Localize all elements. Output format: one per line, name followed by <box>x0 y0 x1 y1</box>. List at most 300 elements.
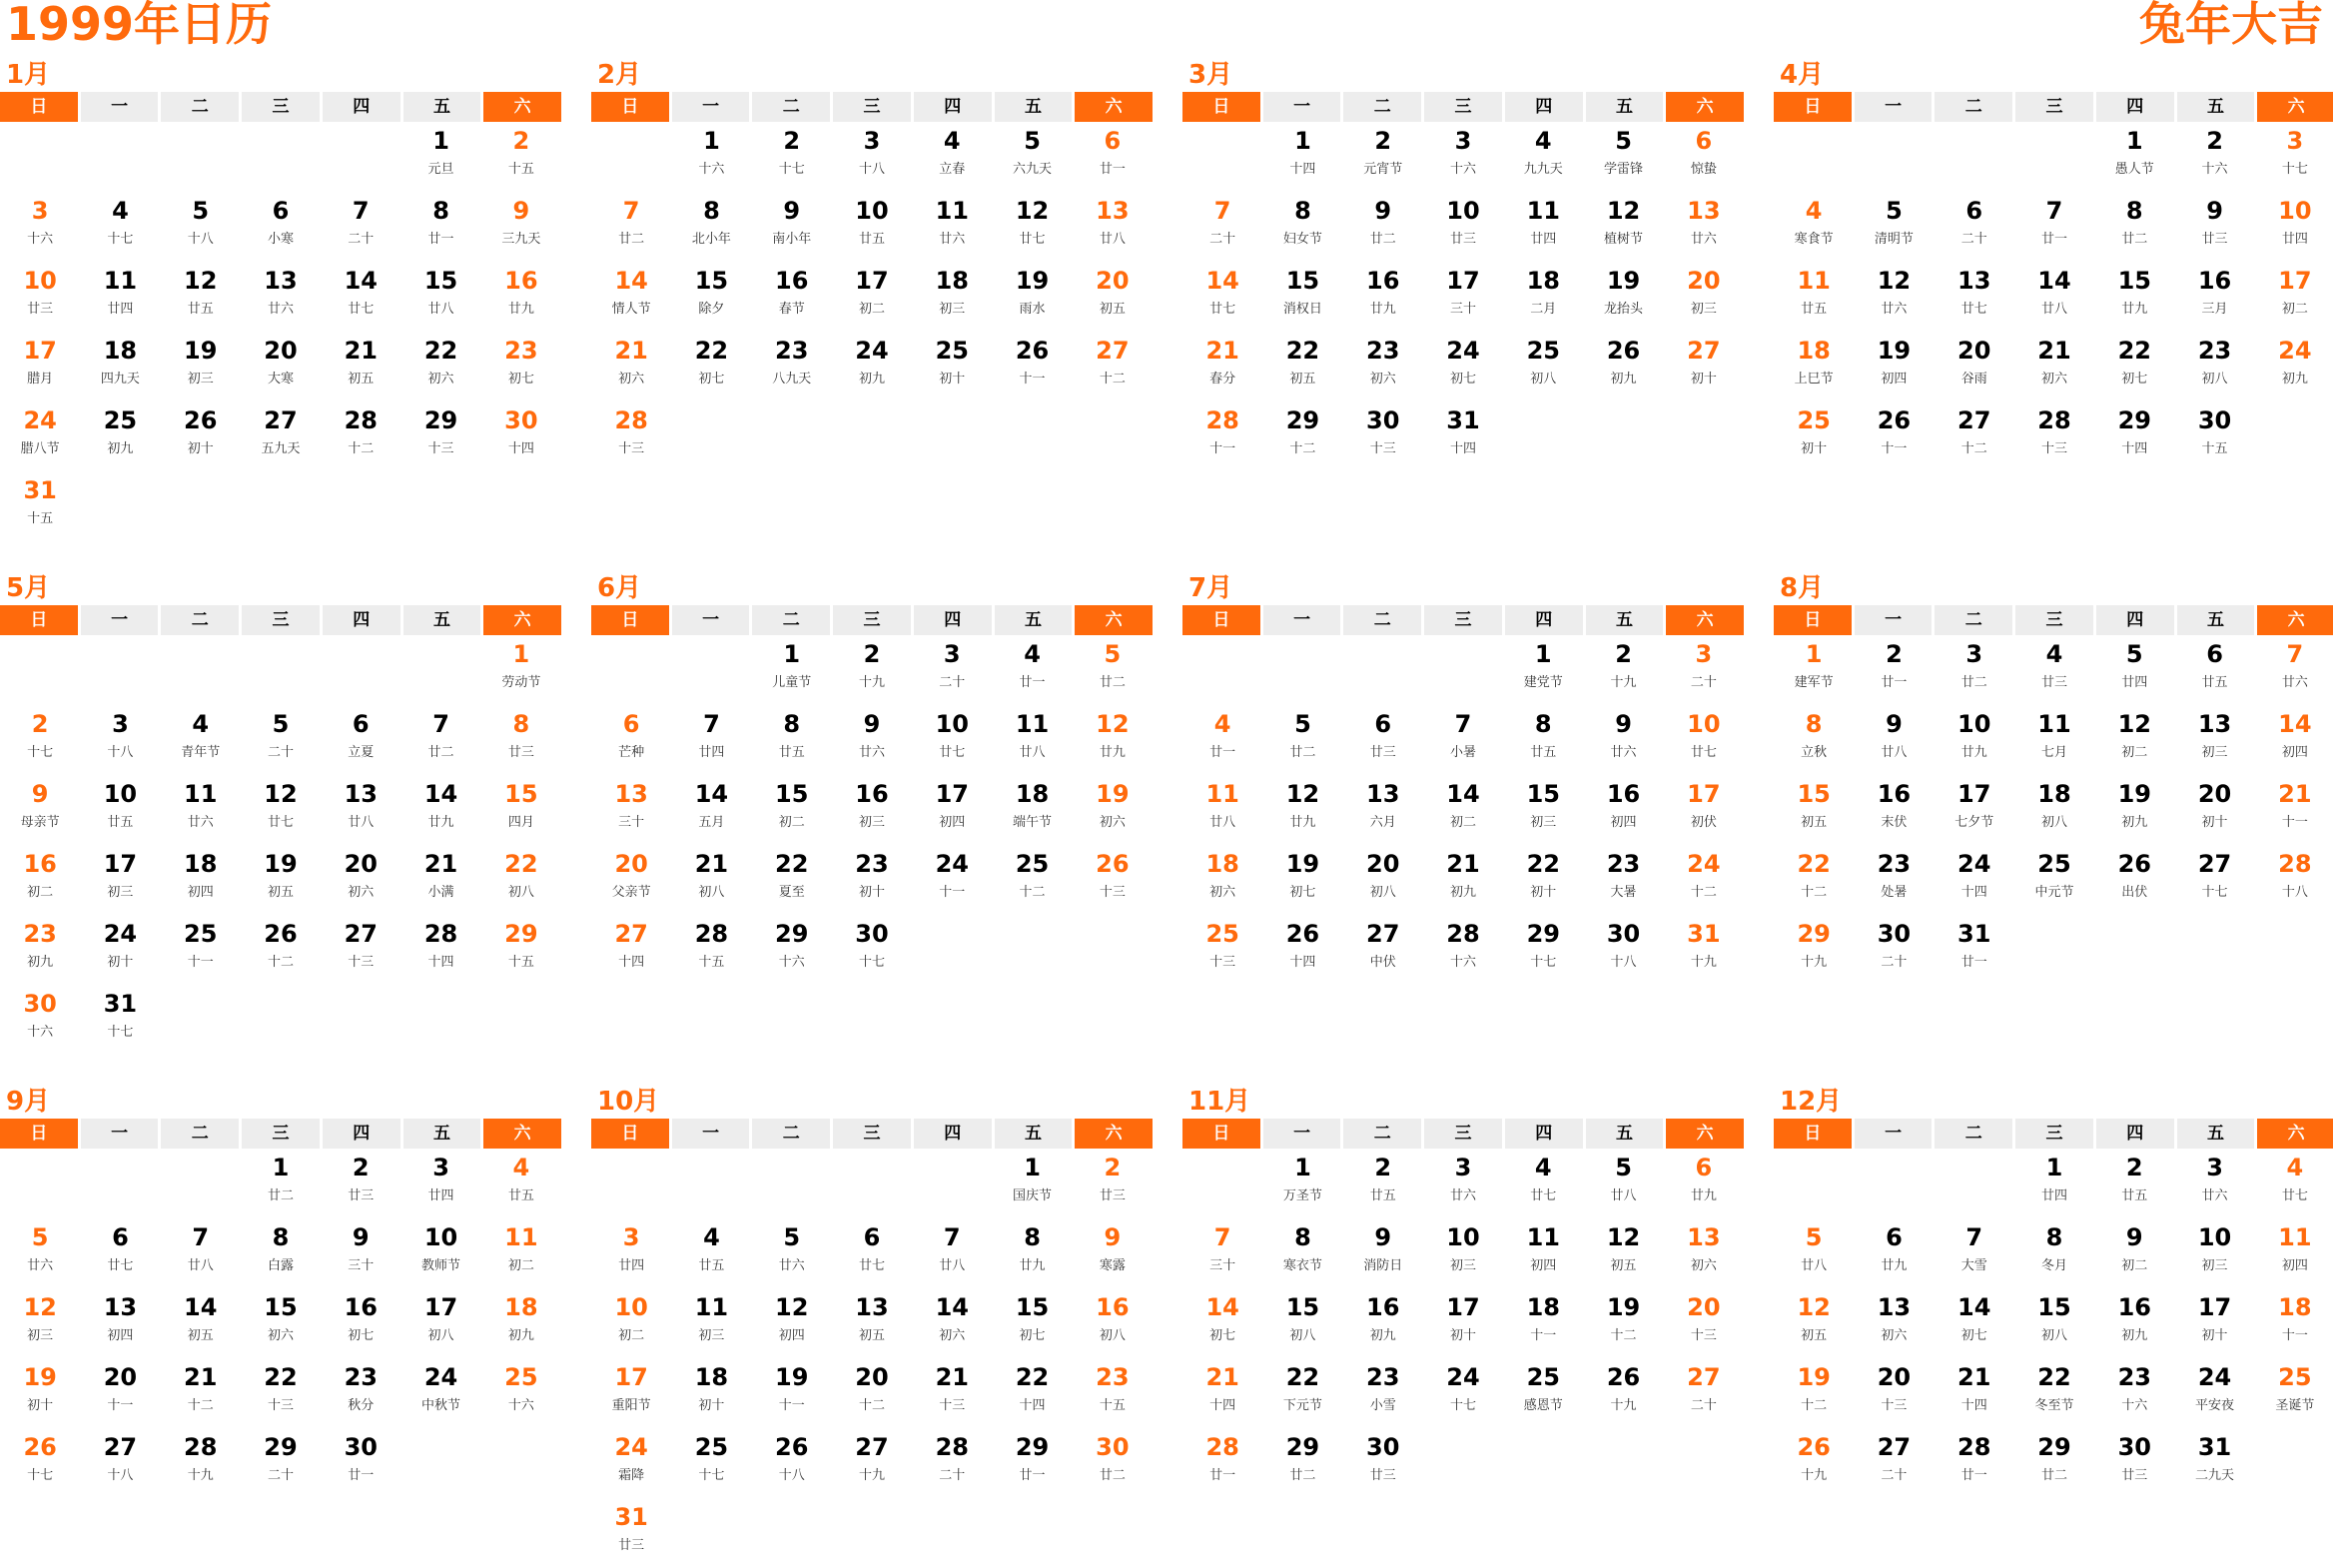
day-number: 18 <box>184 850 218 878</box>
day-cell <box>671 775 751 845</box>
day-cell <box>321 332 400 401</box>
month-title: 5月 <box>6 573 51 603</box>
day-number: 4 <box>2286 1154 2304 1181</box>
day-cell <box>832 332 912 401</box>
day-cell <box>1423 1218 1503 1288</box>
day-cell <box>1182 401 1262 471</box>
lunar-label: 廿三 <box>2201 232 2228 247</box>
day-cell <box>1343 1149 1423 1218</box>
day-cell <box>591 262 671 332</box>
empty-cell <box>671 635 751 705</box>
day-number: 3 <box>432 1154 449 1181</box>
day-number: 28 <box>2037 406 2071 434</box>
day-cell <box>321 915 400 985</box>
day-number: 12 <box>184 267 218 295</box>
lunar-label: 十三 <box>1369 441 1396 456</box>
day-number: 3 <box>2286 127 2304 155</box>
day-number: 6 <box>112 1223 129 1251</box>
day-cell <box>0 1428 80 1498</box>
lunar-label: 十四 <box>2121 441 2148 456</box>
day-number: 25 <box>1526 337 1560 365</box>
lunar-label: 二月 <box>1530 302 1557 317</box>
day-cell <box>752 1218 832 1288</box>
weekday-label: 二 <box>161 1119 239 1149</box>
day-cell <box>1423 705 1503 775</box>
lunar-label: 初三 <box>1690 302 1717 317</box>
day-number: 24 <box>2278 337 2312 365</box>
lunar-label: 初九 <box>1610 372 1637 387</box>
lunar-label: 初伏 <box>1690 815 1717 830</box>
lunar-label: 元旦 <box>427 162 454 177</box>
day-number: 3 <box>1454 1154 1472 1181</box>
day-cell <box>400 332 480 401</box>
day-cell <box>241 332 321 401</box>
lunar-label: 初十 <box>2201 815 2228 830</box>
day-cell <box>912 845 992 915</box>
day-cell <box>2255 332 2333 401</box>
day-cell <box>241 1358 321 1428</box>
day-number: 16 <box>1366 267 1400 295</box>
day-number: 21 <box>935 1363 969 1391</box>
day-cell <box>1262 192 1342 262</box>
day-number: 8 <box>703 197 720 225</box>
lunar-label: 廿四 <box>2281 232 2308 247</box>
weekday-label: 日 <box>1774 92 1852 122</box>
lunar-label: 廿八 <box>939 1258 966 1273</box>
day-number: 4 <box>1534 1154 1552 1181</box>
lunar-label: 腊月 <box>27 372 54 387</box>
lunar-label: 末伏 <box>1881 815 1908 830</box>
empty-cell <box>1935 1149 2014 1218</box>
day-number: 8 <box>1024 1223 1041 1251</box>
day-number: 27 <box>1096 337 1130 365</box>
day-number: 18 <box>1526 267 1560 295</box>
lunar-label: 六九天 <box>1013 162 1053 177</box>
day-number: 8 <box>1805 710 1823 738</box>
day-cell <box>1073 705 1153 775</box>
day-grid <box>1774 122 2333 471</box>
lunar-label: 初五 <box>1801 815 1828 830</box>
day-cell <box>1182 845 1262 915</box>
day-cell <box>1073 332 1153 401</box>
day-cell <box>1073 1428 1153 1498</box>
day-cell <box>400 1218 480 1288</box>
day-cell <box>2094 635 2174 705</box>
day-number: 23 <box>2197 337 2232 365</box>
lunar-label: 芒种 <box>618 745 645 760</box>
day-cell <box>1423 1358 1503 1428</box>
lunar-label: 十七 <box>2281 162 2308 177</box>
day-cell <box>1343 401 1423 471</box>
day-number: 2 <box>863 640 881 668</box>
weekday-label: 一 <box>1263 92 1341 122</box>
day-cell <box>2174 1428 2254 1498</box>
lunar-label: 北小年 <box>691 232 731 247</box>
day-cell <box>0 985 80 1055</box>
day-cell <box>2255 122 2333 192</box>
day-cell <box>671 1288 751 1358</box>
day-cell <box>912 1358 992 1428</box>
lunar-label: 十六 <box>507 1398 534 1413</box>
weekday-label: 三 <box>1424 92 1502 122</box>
day-cell <box>400 1358 480 1428</box>
day-cell <box>591 1428 671 1498</box>
day-number: 21 <box>344 337 378 365</box>
day-number: 1 <box>1294 1154 1311 1181</box>
lunar-label: 廿二 <box>267 1188 294 1203</box>
weekday-label: 一 <box>81 1119 159 1149</box>
weekday-label: 三 <box>2015 605 2093 635</box>
day-cell <box>1854 705 1934 775</box>
day-cell <box>2174 332 2254 401</box>
day-number: 17 <box>23 337 57 365</box>
day-number: 12 <box>1606 1223 1641 1251</box>
day-number: 5 <box>2125 640 2143 668</box>
lunar-label: 初五 <box>1289 372 1316 387</box>
day-number: 26 <box>1096 850 1130 878</box>
day-cell <box>241 262 321 332</box>
lunar-label: 初四 <box>1881 372 1908 387</box>
day-cell <box>2174 775 2254 845</box>
lunar-label: 十九 <box>187 1468 214 1483</box>
day-number: 15 <box>1015 1293 1050 1321</box>
day-cell <box>671 705 751 775</box>
lunar-label: 十四 <box>1960 885 1987 900</box>
lunar-label: 廿一 <box>1960 1468 1987 1483</box>
day-number: 21 <box>1205 1363 1239 1391</box>
lunar-label: 十七 <box>2201 885 2228 900</box>
lunar-label: 廿五 <box>107 815 134 830</box>
day-cell <box>241 1428 321 1498</box>
day-cell <box>1935 845 2014 915</box>
day-cell <box>80 401 160 471</box>
lunar-label: 初六 <box>1369 372 1396 387</box>
day-cell <box>1664 262 1744 332</box>
day-number: 4 <box>192 710 210 738</box>
day-cell <box>1262 332 1342 401</box>
lunar-label: 二九天 <box>2195 1468 2235 1483</box>
lunar-label: 初三 <box>2201 745 2228 760</box>
lunar-label: 十七 <box>698 1468 725 1483</box>
lunar-label: 廿一 <box>1209 745 1236 760</box>
day-cell <box>1182 705 1262 775</box>
lunar-label: 初十 <box>1801 441 1828 456</box>
empty-cell <box>591 1149 671 1218</box>
day-number: 19 <box>1877 337 1912 365</box>
day-cell <box>481 1288 561 1358</box>
day-number: 29 <box>2117 406 2151 434</box>
lunar-label: 廿七 <box>1209 302 1236 317</box>
day-cell <box>1503 635 1583 705</box>
day-cell <box>832 1428 912 1498</box>
lunar-label: 廿三 <box>618 1538 645 1553</box>
day-cell <box>481 401 561 471</box>
day-number: 28 <box>2278 850 2312 878</box>
lunar-label: 十八 <box>107 1468 134 1483</box>
weekday-label: 一 <box>1855 92 1933 122</box>
day-number: 5 <box>1805 1223 1823 1251</box>
lunar-label: 初五 <box>1610 1258 1637 1273</box>
day-number: 4 <box>703 1223 720 1251</box>
lunar-label: 廿三 <box>507 745 534 760</box>
weekday-label: 六 <box>1075 1119 1153 1149</box>
lunar-label: 廿五 <box>187 302 214 317</box>
day-number: 1 <box>1294 127 1311 155</box>
lunar-label: 廿五 <box>858 232 885 247</box>
empty-cell <box>0 122 80 192</box>
day-cell <box>2255 635 2333 705</box>
lunar-label: 初二 <box>618 1328 645 1343</box>
day-number: 9 <box>1615 710 1632 738</box>
day-number: 10 <box>1446 197 1480 225</box>
empty-cell <box>591 122 671 192</box>
day-cell <box>1854 332 1934 401</box>
day-number: 13 <box>855 1293 889 1321</box>
day-cell <box>671 1218 751 1288</box>
day-cell <box>1664 1218 1744 1288</box>
day-number: 15 <box>1285 267 1320 295</box>
lunar-label: 廿八 <box>1019 745 1046 760</box>
day-number: 16 <box>344 1293 378 1321</box>
day-cell <box>2014 1149 2094 1218</box>
day-number: 23 <box>1877 850 1912 878</box>
day-number: 8 <box>2125 197 2143 225</box>
day-number: 11 <box>1205 780 1239 808</box>
lunar-label: 白露 <box>267 1258 294 1273</box>
day-cell <box>832 845 912 915</box>
lunar-label: 廿九 <box>507 302 534 317</box>
lunar-label: 小雪 <box>1369 1398 1396 1413</box>
day-cell <box>2094 1428 2174 1498</box>
month-block <box>1774 571 2333 985</box>
day-cell <box>1262 705 1342 775</box>
weekday-label: 四 <box>1505 92 1583 122</box>
empty-cell <box>80 122 160 192</box>
lunar-label: 初五 <box>267 885 294 900</box>
day-cell <box>1664 915 1744 985</box>
lunar-label: 处暑 <box>1881 885 1908 900</box>
lunar-label: 儿童节 <box>772 675 812 690</box>
empty-cell <box>1182 635 1262 705</box>
day-number: 26 <box>1606 337 1641 365</box>
day-number: 17 <box>1446 1293 1480 1321</box>
day-number: 31 <box>1687 920 1721 948</box>
day-number: 17 <box>1957 780 1991 808</box>
weekday-label: 四 <box>2096 1119 2174 1149</box>
lunar-label: 初五 <box>187 1328 214 1343</box>
day-cell <box>400 122 480 192</box>
day-number: 4 <box>112 197 129 225</box>
day-number: 16 <box>1606 780 1641 808</box>
day-cell <box>1935 1218 2014 1288</box>
lunar-label: 十一 <box>107 1398 134 1413</box>
day-cell <box>481 845 561 915</box>
month-title: 3月 <box>1188 60 1233 90</box>
day-cell <box>1503 192 1583 262</box>
lunar-label: 初九 <box>1449 885 1476 900</box>
day-cell <box>832 122 912 192</box>
day-cell <box>992 122 1072 192</box>
day-number: 17 <box>423 1293 458 1321</box>
day-number: 28 <box>423 920 458 948</box>
day-number: 9 <box>2125 1223 2143 1251</box>
day-cell <box>1935 915 2014 985</box>
lunar-label: 初六 <box>348 885 375 900</box>
day-number: 25 <box>935 337 969 365</box>
day-number: 3 <box>622 1223 640 1251</box>
day-cell <box>1664 775 1744 845</box>
lunar-label: 二十 <box>267 1468 294 1483</box>
day-number: 21 <box>423 850 458 878</box>
lunar-label: 廿七 <box>348 302 375 317</box>
lunar-label: 九九天 <box>1523 162 1563 177</box>
day-cell <box>400 262 480 332</box>
day-number: 22 <box>775 850 809 878</box>
day-cell <box>481 332 561 401</box>
lunar-label: 十四 <box>1289 162 1316 177</box>
lunar-label: 廿二 <box>1099 675 1126 690</box>
weekday-label: 六 <box>2257 605 2333 635</box>
day-cell <box>321 775 400 845</box>
lunar-label: 十九 <box>1801 955 1828 970</box>
day-cell <box>1423 775 1503 845</box>
day-cell <box>1343 705 1423 775</box>
day-number: 30 <box>504 406 538 434</box>
day-cell <box>1583 915 1663 985</box>
day-cell <box>671 332 751 401</box>
day-number: 20 <box>1096 267 1130 295</box>
lunar-label: 十七 <box>1449 1398 1476 1413</box>
day-cell <box>1073 1218 1153 1288</box>
lunar-label: 初十 <box>27 1398 54 1413</box>
day-cell <box>1262 262 1342 332</box>
lunar-label: 八九天 <box>772 372 812 387</box>
day-number: 2 <box>1615 640 1632 668</box>
day-cell <box>1343 1358 1423 1428</box>
day-cell <box>1854 192 1934 262</box>
month-block <box>0 58 561 541</box>
day-cell <box>481 915 561 985</box>
day-number: 30 <box>1366 406 1400 434</box>
day-number: 27 <box>614 920 648 948</box>
lunar-label: 廿九 <box>2121 302 2148 317</box>
day-number: 12 <box>2117 710 2151 738</box>
day-number: 23 <box>775 337 809 365</box>
lunar-label: 初八 <box>1369 885 1396 900</box>
lunar-label: 十八 <box>2281 885 2308 900</box>
day-cell <box>1503 262 1583 332</box>
day-cell <box>161 1288 241 1358</box>
lunar-label: 初三 <box>858 815 885 830</box>
empty-cell <box>80 1149 160 1218</box>
lunar-label: 二十 <box>1690 1398 1717 1413</box>
lunar-label: 冬至节 <box>2034 1398 2074 1413</box>
day-number: 11 <box>1526 197 1560 225</box>
day-cell <box>832 635 912 705</box>
day-cell <box>80 332 160 401</box>
day-number: 22 <box>264 1363 298 1391</box>
day-number: 5 <box>783 1223 801 1251</box>
lunar-label: 初八 <box>1099 1328 1126 1343</box>
weekday-label: 四 <box>1505 1119 1583 1149</box>
day-cell <box>1262 915 1342 985</box>
lunar-label: 初十 <box>698 1398 725 1413</box>
lunar-label: 十一 <box>1019 372 1046 387</box>
day-number: 9 <box>352 1223 370 1251</box>
day-number: 11 <box>935 197 969 225</box>
day-cell <box>0 915 80 985</box>
lunar-label: 初八 <box>2201 372 2228 387</box>
day-number: 29 <box>1015 1433 1050 1461</box>
day-number: 6 <box>2206 640 2223 668</box>
weekday-header <box>591 1119 1153 1149</box>
lunar-label: 圣诞节 <box>2275 1398 2315 1413</box>
lunar-label: 廿五 <box>2201 675 2228 690</box>
day-cell <box>321 262 400 332</box>
day-number: 1 <box>1805 640 1823 668</box>
day-number: 31 <box>2197 1433 2232 1461</box>
day-number: 12 <box>1015 197 1050 225</box>
day-cell <box>1503 332 1583 401</box>
day-number: 13 <box>1687 1223 1721 1251</box>
day-cell <box>1664 705 1744 775</box>
weekday-label: 日 <box>1182 92 1260 122</box>
lunar-label: 三十 <box>1449 302 1476 317</box>
day-number: 11 <box>2278 1223 2312 1251</box>
day-number: 14 <box>1957 1293 1991 1321</box>
day-cell <box>321 1428 400 1498</box>
lunar-label: 初六 <box>939 1328 966 1343</box>
day-number: 7 <box>192 1223 210 1251</box>
day-cell <box>0 775 80 845</box>
lunar-label: 建军节 <box>1794 675 1834 690</box>
lunar-label: 初十 <box>1530 885 1557 900</box>
empty-cell <box>1935 122 2014 192</box>
day-cell <box>80 1288 160 1358</box>
day-number: 21 <box>2278 780 2312 808</box>
day-number: 15 <box>2117 267 2151 295</box>
day-cell <box>1774 1218 1854 1288</box>
weekday-label: 二 <box>752 1119 830 1149</box>
day-cell <box>752 635 832 705</box>
day-cell <box>1854 262 1934 332</box>
day-number: 20 <box>103 1363 138 1391</box>
day-number: 15 <box>1797 780 1831 808</box>
weekday-label: 一 <box>81 605 159 635</box>
day-number: 23 <box>1366 1363 1400 1391</box>
weekday-label: 二 <box>1935 605 2012 635</box>
lunar-label: 十一 <box>939 885 966 900</box>
day-number: 13 <box>103 1293 138 1321</box>
lunar-label: 十一 <box>1209 441 1236 456</box>
lunar-label: 初九 <box>858 372 885 387</box>
lunar-label: 廿五 <box>1369 1188 1396 1203</box>
day-number: 29 <box>1285 1433 1320 1461</box>
day-number: 20 <box>614 850 648 878</box>
lunar-label: 廿八 <box>1881 745 1908 760</box>
day-number: 27 <box>264 406 298 434</box>
day-grid <box>1182 122 1744 471</box>
lunar-label: 廿四 <box>2040 1188 2067 1203</box>
lunar-label: 三月 <box>2201 302 2228 317</box>
day-cell <box>400 705 480 775</box>
lunar-label: 五月 <box>698 815 725 830</box>
lunar-label: 初六 <box>267 1328 294 1343</box>
day-number: 22 <box>1285 1363 1320 1391</box>
lunar-label: 重阳节 <box>611 1398 651 1413</box>
day-number: 11 <box>694 1293 729 1321</box>
day-number: 18 <box>694 1363 729 1391</box>
